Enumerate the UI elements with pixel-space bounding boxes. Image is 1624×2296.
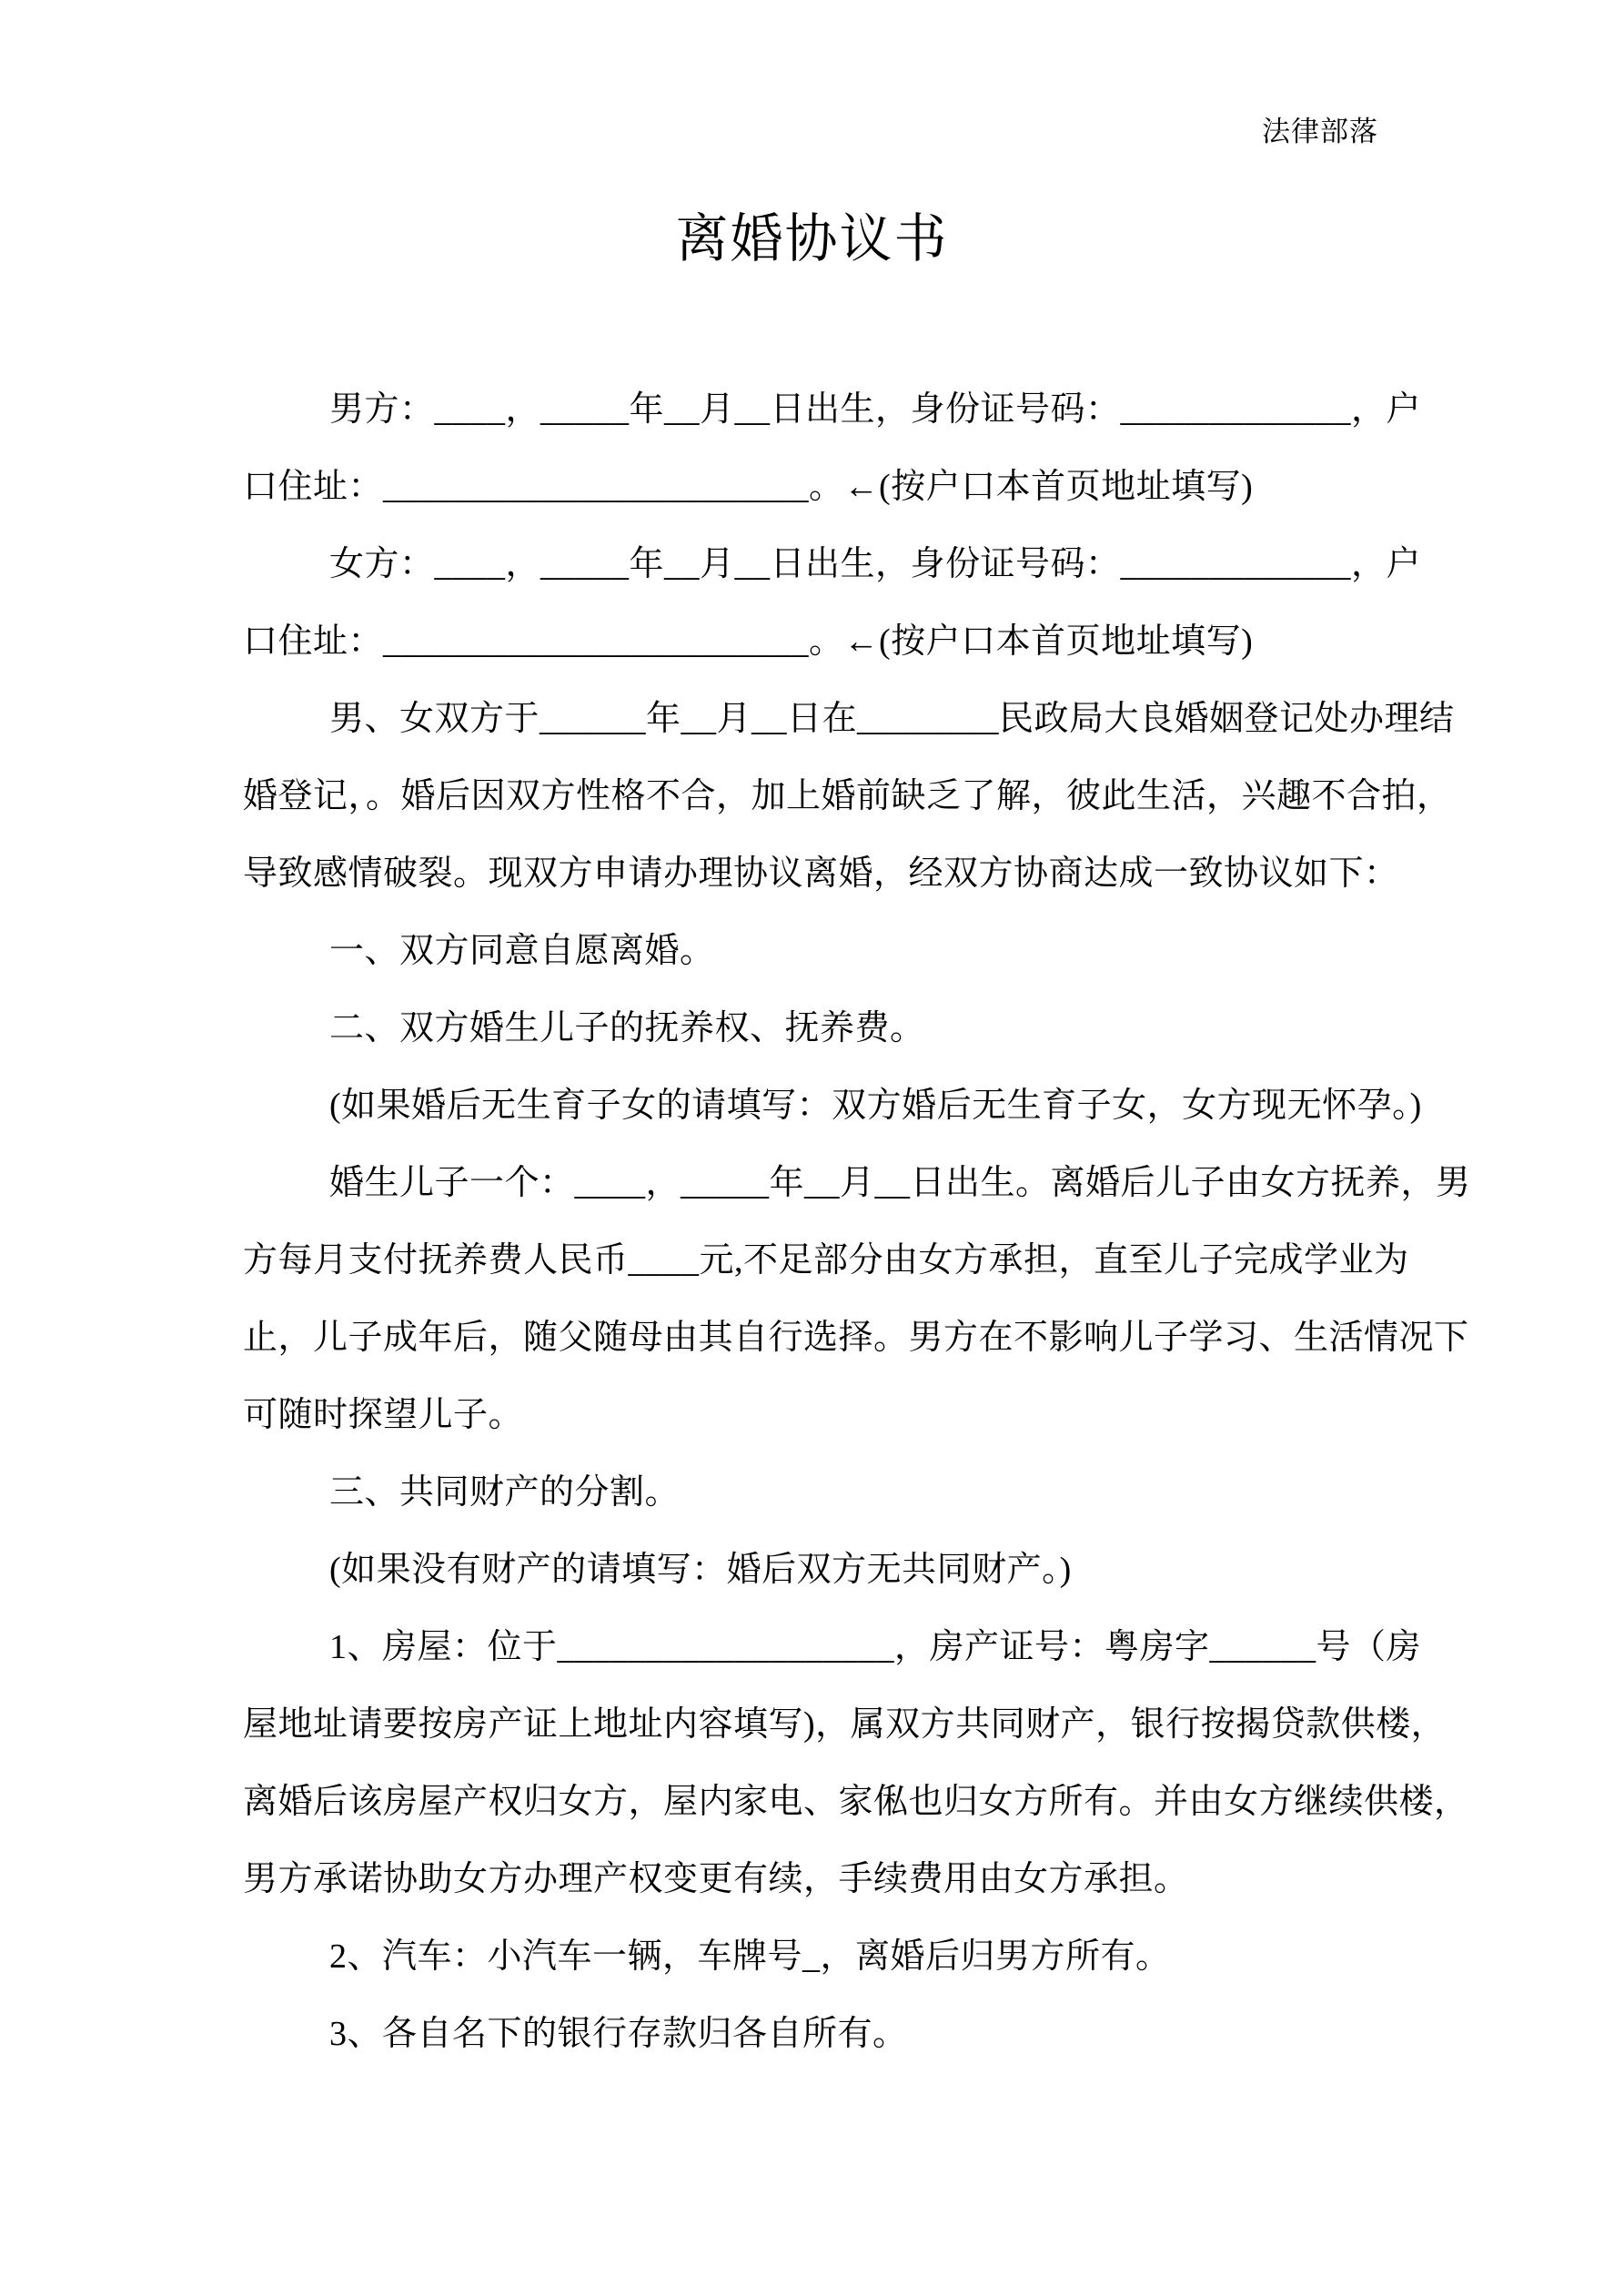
- document-line: 男方：____，_____年__月__日出生，身份证号码：_____________，户: [329, 390, 1422, 429]
- document-line: (如果没有财产的请填写：婚后双方无共同财产。): [329, 1551, 1072, 1589]
- document-line: 屋地址请要按房产证上地址内容填写)，属双方共同财产，银行按揭贷款供楼，: [243, 1705, 1447, 1744]
- document-line: 1、房屋：位于___________________，房产证号：粤房字______号（房: [329, 1628, 1422, 1666]
- document-line: 男、女双方于______年__月__日在________民政局大良婚姻登记处办理结: [329, 700, 1455, 738]
- document-line: (如果婚后无生育子女的请填写：双方婚后无生育子女，女方现无怀孕。): [329, 1087, 1422, 1125]
- document-line: 离婚后该房屋产权归女方，屋内家电、家俬也归女方所有。并由女方继续供楼，: [243, 1783, 1469, 1821]
- document-line: 3、各自名下的银行存款归各自所有。: [329, 2015, 908, 2053]
- document-line: 方每月支付抚养费人民币____元,不足部分由女方承担，直至儿子完成学业为: [243, 1241, 1409, 1279]
- document-line: 婚生儿子一个：____，_____年__月__日出生。离婚后儿子由女方抚养，男: [329, 1164, 1471, 1202]
- document-line: 2、汽车：小汽车一辆，车牌号_，离婚后归男方所有。: [329, 1937, 1171, 1976]
- document-line: 婚登记，。婚后因双方性格不合，加上婚前缺乏了解，彼此生活，兴趣不合拍，: [243, 777, 1452, 815]
- document-body: [243, 371, 1624, 2073]
- document-line: 女方：____，_____年__月__日出生，身份证号码：_____________，户: [329, 545, 1422, 583]
- document-line: 口住址：________________________。←(按户口本首页地址填写): [243, 622, 1254, 661]
- document-line: 男方承诺协助女方办理产权变更有续，手续费用由女方承担。: [243, 1860, 1189, 1898]
- document-line: 可随时探望儿子。: [243, 1396, 524, 1434]
- document-line: 止，儿子成年后，随父随母由其自行选择。男方在不影响儿子学习、生活情况下: [243, 1319, 1469, 1357]
- document-line: 二、双方婚生儿子的抚养权、抚养费。: [329, 1009, 925, 1047]
- document-title: 离婚协议书: [675, 209, 949, 268]
- document-line: 三、共同财产的分割。: [329, 1473, 681, 1512]
- document-line: 导致感情破裂。现双方申请办理协议离婚，经双方协商达成一致协议如下：: [243, 855, 1399, 893]
- site-watermark: 法律部落: [1262, 116, 1378, 147]
- document-line: 口住址：________________________。←(按户口本首页地址填写): [243, 468, 1254, 506]
- document-line: 一、双方同意自愿离婚。: [329, 932, 715, 970]
